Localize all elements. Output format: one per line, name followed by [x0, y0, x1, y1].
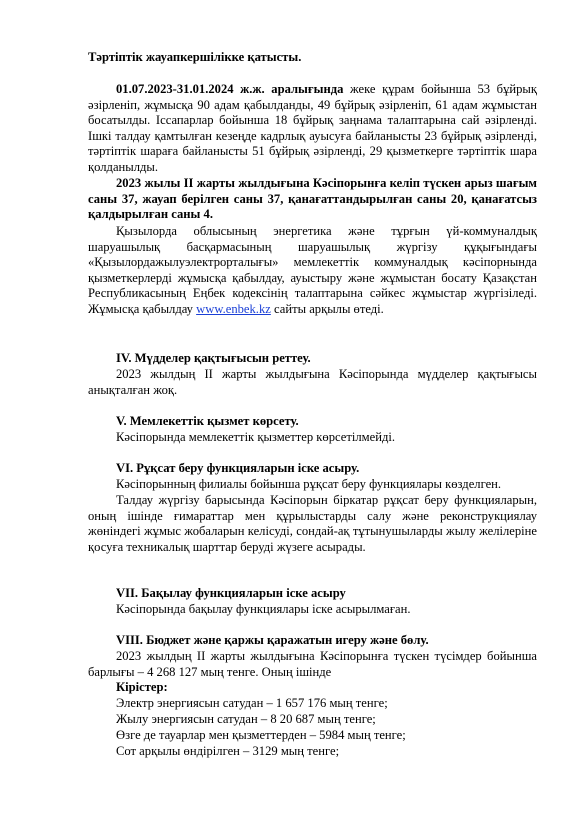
hiring-paragraph: Қызылорда облысының энергетика және тұрғын үй-коммуналдық шаруашылық басқармасының шаруашылық жүргізу құқығындағы «Қызылордажылуэлектрорталығы» мемлекеттік коммуналдық кәсіпорнында қызметкерлерді жұмысқа қабылдау, ауыстыру және жұмыстан босату Қазақстан Республикасының Еңбек кодексінің талаптарына сәйкес жұмыстар жүргізіледі. Жұмысқа қабылдау www.enbek.kz сайты арқылы өтеді.	[88, 224, 537, 316]
section-8-heading: VIII. Бюджет және қаржы қаражатын игеру және бөлу.	[116, 633, 429, 647]
section-4-text: 2023 жылдың II жарты жылдығына Кәсіпорында мүдделер қақтығысы анықталған жоқ.	[88, 367, 537, 397]
enbek-link[interactable]: www.enbek.kz	[196, 301, 271, 316]
section-7-heading: VII. Бақылау функцияларын іске асыру	[116, 586, 346, 600]
section-6-text-1: Кәсіпорынның филиалы бойынша рұқсат беру функциялары көзделген.	[116, 477, 502, 491]
section-8-text: 2023 жылдың II жарты жылдығына Кәсіпорынға түскен түсімдер бойынша барлығы – 4 268 127 мың тенге. Оның ішінде	[88, 649, 537, 679]
section-6-text-2: Талдау жүргізу барысында Кәсіпорын біркатар рұқсат беру функцияларын, оның ішінде ғимараттар мен құрылыстарды салу және реконструкциялау жөніндегі жұмыс жобаларын келісуді, сондай-ақ тұтынушыларды жылу желілеріне қосуға техникалық шарттар беруді жүзеге асырады.	[88, 493, 537, 554]
income-heading: Кірістер:	[116, 680, 168, 694]
intro-heading: Тәртіптік жауапкершілікке қатысты.	[88, 50, 302, 64]
section-6-heading: VI. Рұқсат беру функцияларын іске асыру.	[116, 461, 360, 475]
income-item: Сот арқылы өндірілген – 3129 мың тенге;	[116, 744, 340, 758]
income-item: Өзге де тауарлар мен қызметтерден – 5984 мың тенге;	[116, 728, 406, 742]
section-7-text: Кәсіпорында бақылау функциялары іске асырылмаған.	[116, 602, 411, 616]
section-5-heading: V. Мемлекеттік қызмет көрсету.	[116, 414, 299, 428]
income-item: Электр энергиясын сатудан – 1 657 176 мың тенге;	[116, 696, 388, 710]
personnel-paragraph: 01.07.2023-31.01.2024 ж.ж. аралығында жеке құрам бойынша 53 бұйрық әзірленіп, жұмысқа 90 адам қабылданды, 49 бұйрық әзірленіп, 61 адам жұмыстан босатылды. Іссапарлар бойынша 18 бұйрық заңнама талаптарына сай әзірленді. Ішкі талдау қамтылған кезеңде кадрлық ауысуға байланысты 23 бұйрық әзірленді, тәртіптік шараға байланысты 51 бұйрық әзірленді, 29 қызметкерге тәртіптік шара қолданылды.	[88, 82, 537, 174]
complaints-paragraph: 2023 жылы II жарты жылдығына Кәсіпорынға келіп түскен арыз шағым саны 37, жауап берілген саны 37, қанағаттандырылған саны 20, қанағатсыз қалдырылған саны 4.	[88, 176, 537, 222]
section-4-heading: IV. Мүдделер қақтығысын реттеу.	[116, 351, 311, 365]
income-item: Жылу энергиясын сатудан – 8 20 687 мың тенге;	[116, 712, 376, 726]
section-5-text: Кәсіпорында мемлекеттік қызметтер көрсетілмейді.	[116, 430, 395, 444]
